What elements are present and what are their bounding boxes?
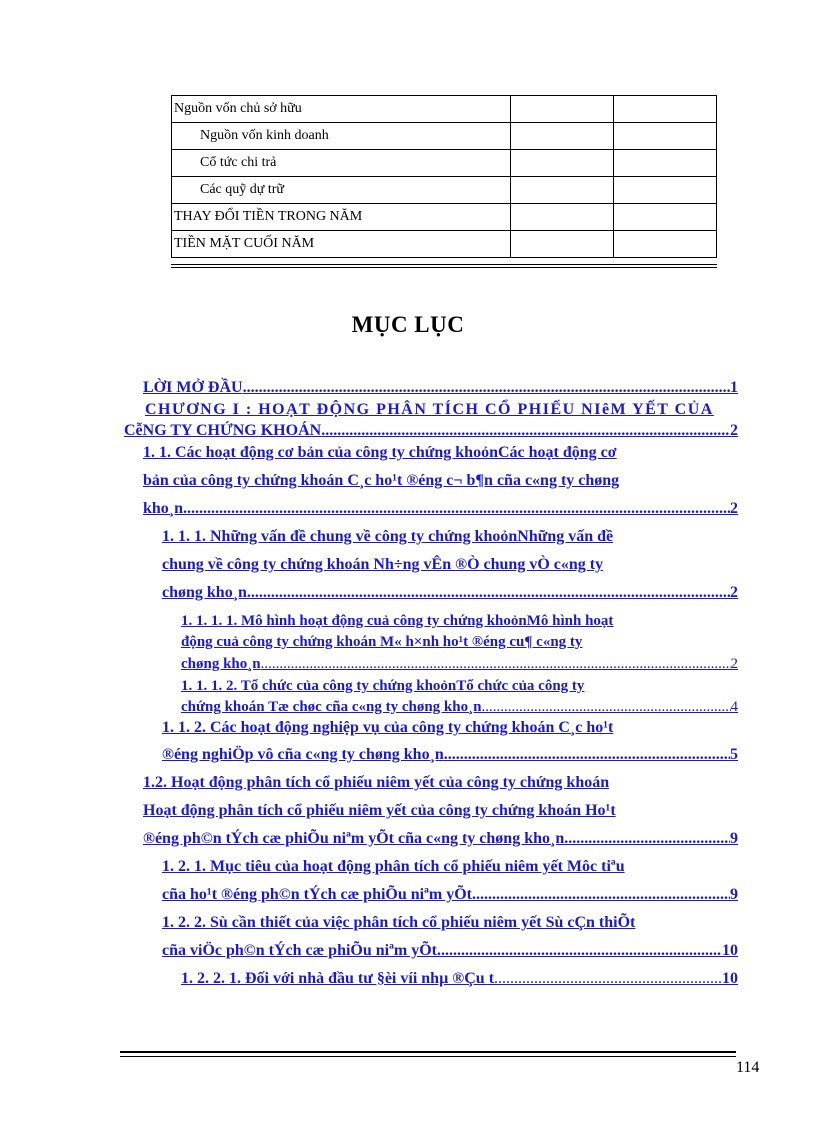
table-bottom-rule <box>171 264 717 268</box>
toc-entry[interactable]: cña viÖc ph©n tÝch cæ phiÕu niªm yÕt ..... 10 <box>162 941 738 961</box>
toc-title: MỤC LỤC <box>351 312 465 337</box>
table-cell-label: Nguồn vốn kinh doanh <box>172 123 511 150</box>
toc-entry[interactable]: 1. 1. 1. 2. Tổ chức của công ty chứng khoỏnTổ chức của công ty <box>181 678 585 694</box>
cash-flow-table <box>171 95 717 258</box>
toc-entry[interactable]: chøng kho¸n ..... 2 <box>181 654 738 674</box>
table-cell-value <box>511 150 614 177</box>
toc-entry[interactable]: 1.2. Hoạt động phân tích cổ phiếu niêm yết của công ty chứng khoán <box>143 774 610 791</box>
toc-entry[interactable]: bản của công ty chứng khoán C¸c ho¹t ®éng c¬ b¶n cña c«ng ty chøng <box>143 472 620 489</box>
table-row <box>172 150 717 177</box>
toc-entry[interactable]: 1. 1. 1. Những vấn đề chung về công ty chứng khoỏnNhững vấn đề <box>162 528 614 545</box>
toc-entry[interactable]: CHƯƠNG I : HOẠT ĐỘNG PHÂN TÍCH CỔ PHIẾU NIêM YẾT CỦA <box>145 401 714 418</box>
table-cell-value <box>511 123 614 150</box>
table-cell-label: Cổ tức chi trả <box>172 150 511 177</box>
table-cell-label: THAY ĐỔI TIỀN TRONG NĂM <box>172 204 511 231</box>
table-cell-value <box>511 177 614 204</box>
table-row <box>172 231 717 258</box>
toc-entry[interactable]: 1. 2. 2. Sù cần thiết của việc phân tích cổ phiếu niêm yết Sù cÇn thiÕt <box>162 914 636 931</box>
toc-entry[interactable]: kho¸n ..... 2 <box>143 499 738 519</box>
table-cell-value <box>511 96 614 123</box>
footer-rule <box>120 1051 736 1057</box>
toc-entry[interactable]: 1. 1. 2. Các hoạt động nghiệp vụ của công ty chứng khoán C¸c ho¹t <box>162 719 614 736</box>
page-number: 114 <box>736 1059 760 1076</box>
table-cell-value <box>511 231 614 258</box>
toc-entry[interactable]: LỜI MỞ ĐẦU ..... 1 <box>143 378 738 398</box>
toc-entry[interactable]: chứng khoán Tæ chøc cña c«ng ty chøng kho¸n ..... 4 <box>181 697 738 717</box>
table-row <box>172 177 717 204</box>
toc-entry[interactable]: CễNG TY CHỨNG KHOÁN ..... 2 <box>124 421 738 441</box>
toc-entry[interactable]: Hoạt động phân tích cổ phiếu niêm yết của công ty chứng khoán Ho¹t <box>143 802 616 819</box>
toc-entry[interactable]: 1. 2. 1. Mục tiêu của hoạt động phân tích cổ phiếu niêm yết Môc tiªu <box>162 858 625 875</box>
table-cell-value <box>614 123 717 150</box>
table-cell-value <box>614 231 717 258</box>
table-cell-value <box>614 96 717 123</box>
table-cell-value <box>614 204 717 231</box>
table-cell-label: Nguồn vốn chủ sở hữu <box>172 96 511 123</box>
table-row <box>172 123 717 150</box>
toc-entry[interactable]: 1. 1. Các hoạt động cơ bản của công ty chứng khoỏnCác hoạt động cơ <box>143 444 617 461</box>
toc-entry[interactable]: 1. 1. 1. 1. Mô hình hoạt động cuả công ty chứng khoỏnMô hình hoạt <box>181 613 614 629</box>
table-cell-label: TIỀN MẶT CUỐI NĂM <box>172 231 511 258</box>
toc-entry[interactable]: chøng kho¸n ..... 2 <box>162 583 738 603</box>
table-row <box>172 204 717 231</box>
toc-entry[interactable]: 1. 2. 2. 1. Đối với nhà đầu tư §èi víi nhµ ®Çu t ..... 10 <box>181 969 738 989</box>
table-cell-value <box>614 150 717 177</box>
toc-entry[interactable]: chung về công ty chứng khoán Nh÷ng vÊn ®Ò chung vÒ c«ng ty <box>162 556 604 573</box>
toc-entry[interactable]: ®éng nghiÖp vô cña c«ng ty chøng kho¸n ..... 5 <box>162 745 738 765</box>
table-cell-label: Các quỹ dự trữ <box>172 177 511 204</box>
table-cell-value <box>614 177 717 204</box>
table-row <box>172 96 717 123</box>
table-cell-value <box>511 204 614 231</box>
toc-entry[interactable]: ®éng ph©n tÝch cæ phiÕu niªm yÕt cña c«ng ty chøng kho¸n ..... 9 <box>143 829 738 849</box>
toc-entry[interactable]: động cuả công ty chứng khoán M« h×nh ho¹t ®éng cu¶ c«ng ty <box>181 634 583 650</box>
toc-entry[interactable]: cña ho¹t ®éng ph©n tÝch cæ phiÕu niªm yÕt ..... 9 <box>162 885 738 905</box>
